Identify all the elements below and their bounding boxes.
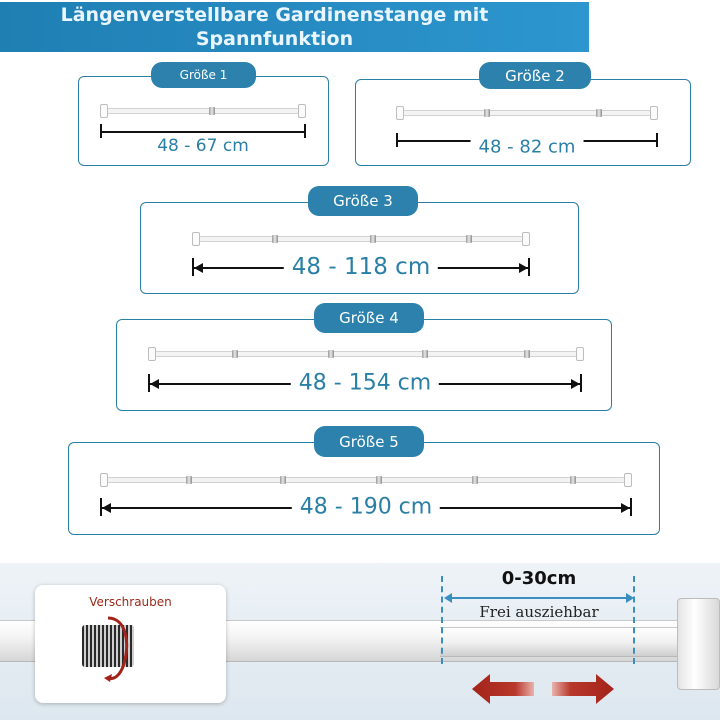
extension-text: Frei ausziehbar bbox=[479, 603, 599, 621]
measure-size-1 bbox=[100, 124, 306, 157]
measure-size-4 bbox=[148, 370, 582, 396]
range-size-3: 48 - 118 cm bbox=[284, 254, 438, 280]
arrow-right-icon bbox=[552, 672, 614, 706]
size-label-1: Größe 1 bbox=[151, 62, 256, 88]
rotate-arrow-icon bbox=[78, 612, 138, 682]
measure-size-2 bbox=[396, 133, 658, 158]
page-title: Längenverstellbare Gardinenstange mit Spannfunktion bbox=[60, 4, 489, 50]
closeup-end-cap bbox=[677, 598, 720, 690]
measure-size-5 bbox=[100, 494, 632, 520]
rod-size-1 bbox=[100, 108, 306, 114]
range-size-2: 48 - 82 cm bbox=[471, 137, 584, 158]
rod-size-5 bbox=[100, 477, 632, 483]
extension-arrow bbox=[446, 597, 632, 599]
rod-size-4 bbox=[148, 351, 584, 357]
measure-size-3 bbox=[192, 254, 530, 280]
screw-label: Verschrauben bbox=[89, 595, 172, 609]
extension-range: 0-30cm bbox=[501, 568, 577, 589]
title-banner bbox=[0, 2, 589, 52]
rod-size-3 bbox=[192, 236, 530, 242]
closeup-rod-extension bbox=[440, 627, 680, 657]
size-label-2: Größe 2 bbox=[479, 62, 591, 89]
arrow-left-icon bbox=[472, 672, 534, 706]
range-size-5: 48 - 190 cm bbox=[292, 495, 440, 520]
rod-size-2 bbox=[396, 110, 658, 116]
size-label-4: Größe 4 bbox=[314, 303, 424, 333]
size-label-3: Größe 3 bbox=[308, 186, 418, 216]
range-size-1: 48 - 67 cm bbox=[149, 136, 257, 156]
size-label-5: Größe 5 bbox=[314, 426, 424, 457]
range-size-4: 48 - 154 cm bbox=[291, 371, 439, 396]
